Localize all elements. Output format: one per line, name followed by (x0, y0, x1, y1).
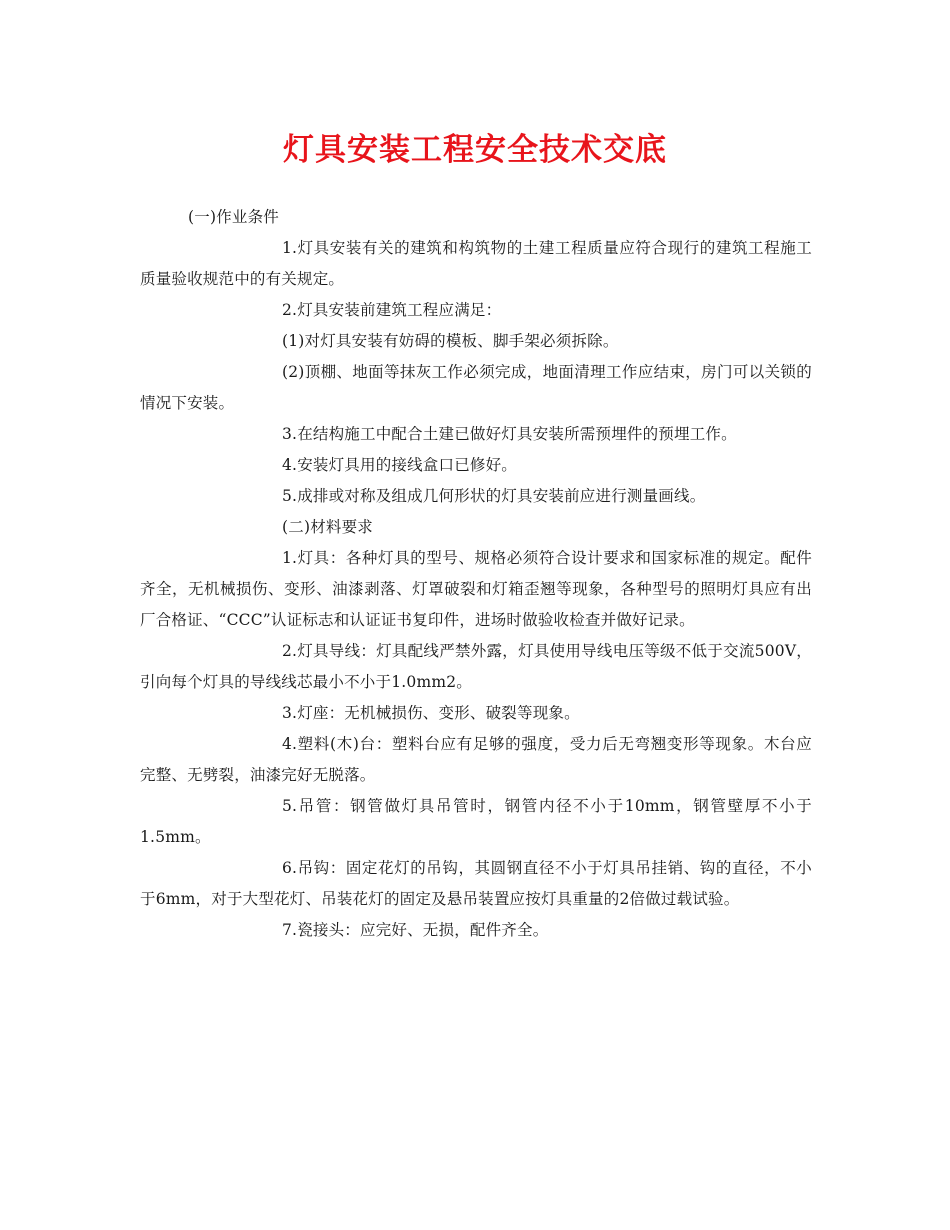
paragraph: (1)对灯具安装有妨碍的模板、脚手架必须拆除。 (282, 332, 619, 350)
paragraph: 5.吊管：钢管做灯具吊管时，钢管内径不小于10mm，钢管壁厚不小于1.5mm。 (140, 797, 812, 846)
document-body (140, 202, 812, 946)
section-heading-work-conditions: (一)作业条件 (188, 208, 279, 226)
document-title: 灯具安装工程安全技术交底 (283, 132, 667, 168)
paragraph: 2.灯具安装前建筑工程应满足： (282, 301, 502, 319)
paragraph: 4.塑料(木)台：塑料台应有足够的强度，受力后无弯翘变形等现象。木台应完整、无劈裂，油漆完好无脱落。 (140, 735, 812, 784)
paragraph: 1.灯具：各种灯具的型号、规格必须符合设计要求和国家标准的规定。配件齐全，无机械损伤、变形、油漆剥落、灯罩破裂和灯箱歪翘等现象，各种型号的照明灯具应有出厂合格证、“CCC”认证标志和认证证书复印件，进场时做验收检查并做好记录。 (140, 549, 812, 629)
paragraph: 1.灯具安装有关的建筑和构筑物的土建工程质量应符合现行的建筑工程施工质量验收规范中的有关规定。 (140, 239, 812, 288)
paragraph: 2.灯具导线：灯具配线严禁外露，灯具使用导线电压等级不低于交流500V，引向每个灯具的导线线芯最小不小于1.0mm2。 (140, 642, 812, 691)
paragraph: 6.吊钩：固定花灯的吊钩，其圆钢直径不小于灯具吊挂销、钩的直径，不小于6mm，对于大型花灯、吊装花灯的固定及悬吊装置应按灯具重量的2倍做过载试验。 (140, 859, 812, 908)
paragraph: 7.瓷接头：应完好、无损，配件齐全。 (282, 921, 549, 939)
section-heading-material-requirements: (二)材料要求 (282, 518, 373, 536)
paragraph: 3.在结构施工中配合土建已做好灯具安装所需预埋件的预埋工作。 (282, 425, 737, 443)
paragraph: 5.成排或对称及组成几何形状的灯具安装前应进行测量画线。 (282, 487, 706, 505)
paragraph: 3.灯座：无机械损伤、变形、破裂等现象。 (282, 704, 580, 722)
paragraph: 4.安装灯具用的接线盒口已修好。 (282, 456, 517, 474)
paragraph: (2)顶棚、地面等抹灰工作必须完成，地面清理工作应结束，房门可以关锁的情况下安装。 (140, 363, 812, 412)
